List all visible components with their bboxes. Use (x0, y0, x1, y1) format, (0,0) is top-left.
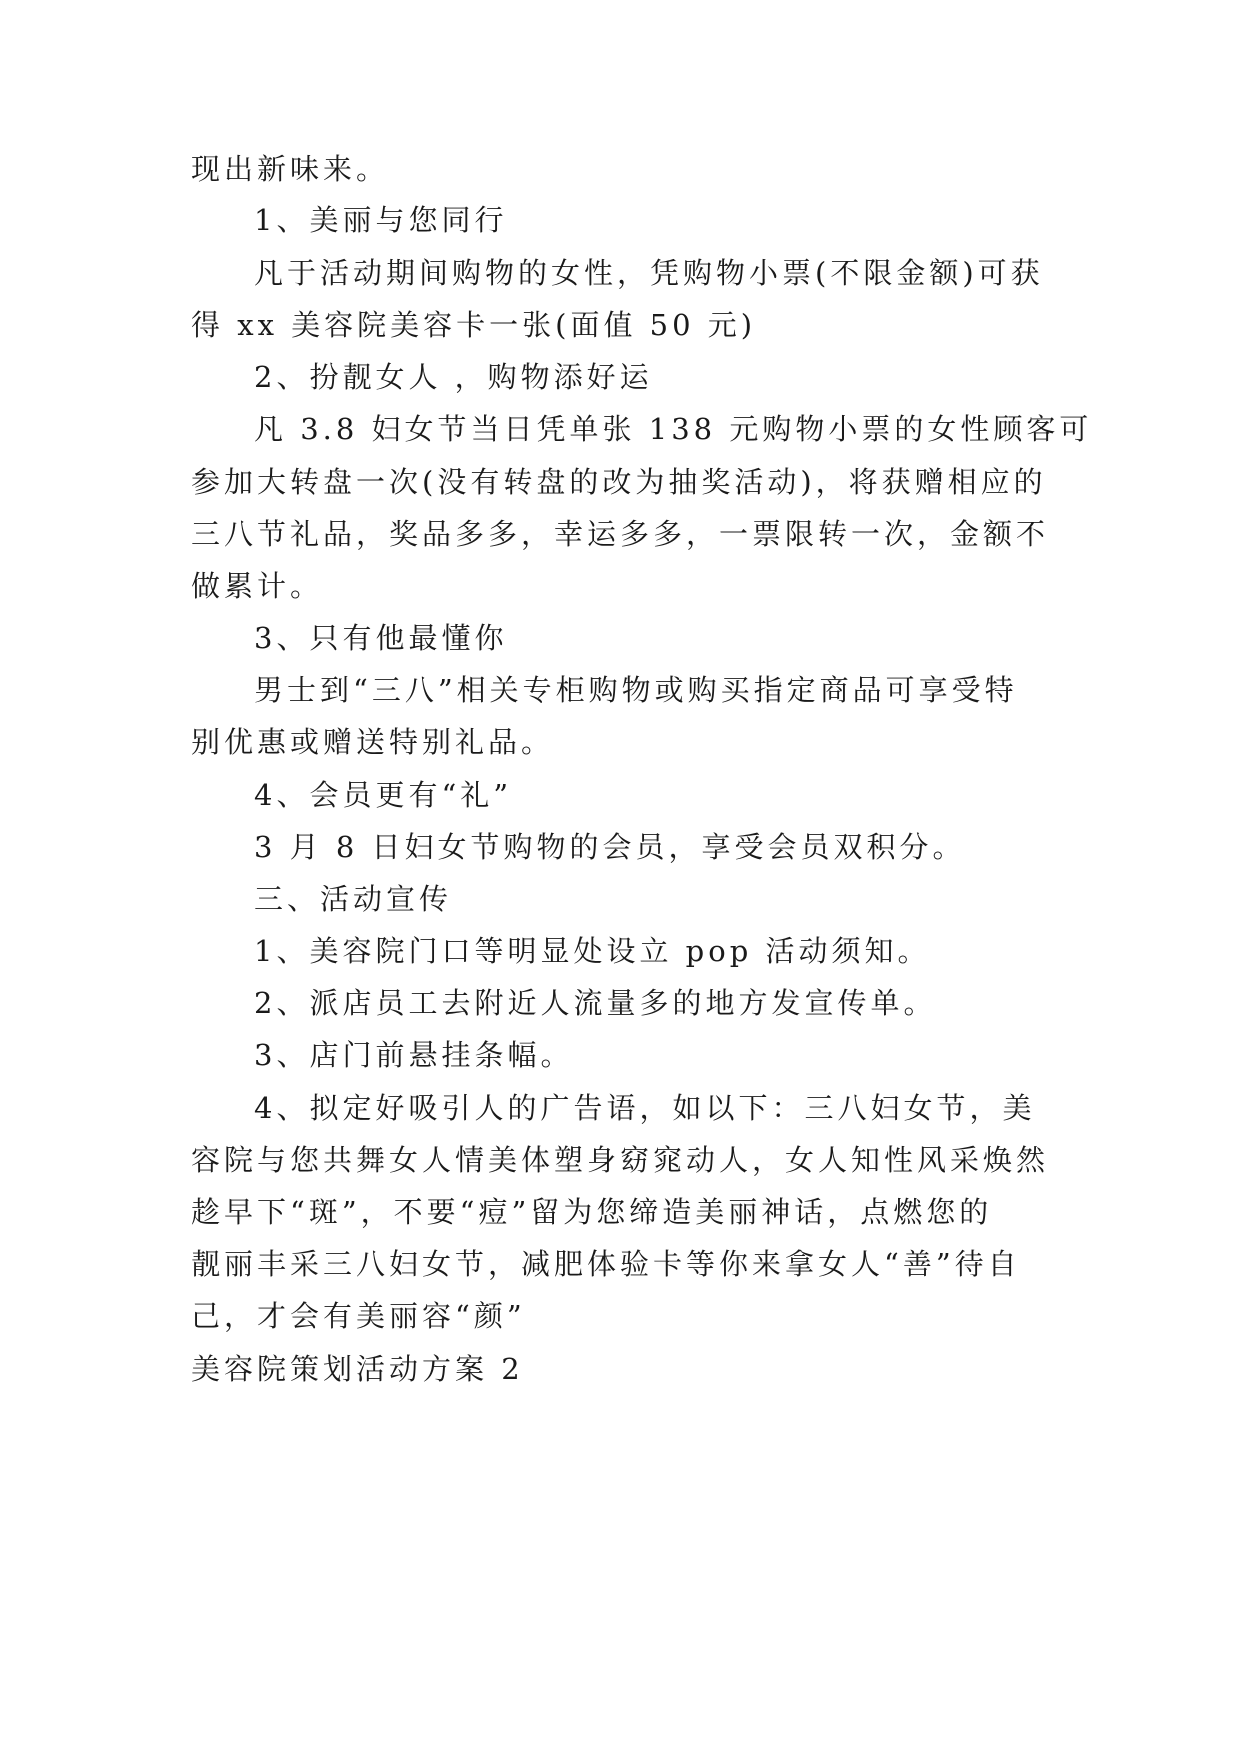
paragraph-line: 凡于活动期间购物的女性，凭购物小票(不限金额)可获 (254, 256, 1044, 290)
paragraph-line: 男士到“三八”相关专柜购物或购买指定商品可享受特 (254, 673, 1018, 707)
list-item: 1、美容院门口等明显处设立 pop 活动须知。 (254, 934, 931, 968)
list-item-heading: 1、美丽与您同行 (254, 203, 508, 237)
paragraph-line: 凡 3.8 妇女节当日凭单张 138 元购物小票的女性顾客可 (254, 412, 1093, 446)
paragraph-line: 得 xx 美容院美容卡一张(面值 50 元) (191, 308, 757, 342)
list-item-heading: 4、会员更有“礼” (254, 778, 513, 812)
paragraph-line: 趁早下“斑”，不要“痘”留为您缔造美丽神话，点燃您的 (191, 1195, 993, 1229)
list-item: 4、拟定好吸引人的广告语，如以下：三八妇女节，美 (254, 1091, 1036, 1125)
text-line: 现出新味来。 (191, 152, 390, 186)
list-item: 2、派店员工去附近人流量多的地方发宣传单。 (254, 986, 937, 1020)
paragraph-line: 做累计。 (191, 569, 324, 603)
document-title: 美容院策划活动方案 2 (191, 1352, 524, 1386)
paragraph-line: 己，才会有美丽容“颜” (191, 1299, 526, 1333)
paragraph-line: 别优惠或赠送特别礼品。 (191, 725, 555, 759)
paragraph-line: 参加大转盘一次(没有转盘的改为抽奖活动)，将获赠相应的 (191, 465, 1047, 499)
paragraph-line: 3 月 8 日妇女节购物的会员，享受会员双积分。 (254, 830, 966, 864)
paragraph-line: 靓丽丰采三八妇女节，减肥体验卡等你来拿女人“善”待自 (191, 1247, 1021, 1281)
list-item-heading: 3、只有他最懂你 (254, 621, 508, 655)
list-item: 3、店门前悬挂条幅。 (254, 1038, 574, 1072)
paragraph-line: 容院与您共舞女人情美体塑身窈窕动人，女人知性风采焕然 (191, 1143, 1050, 1177)
list-item-heading: 2、扮靓女人 ，购物添好运 (254, 360, 653, 394)
section-heading: 三、活动宣传 (254, 882, 453, 916)
paragraph-line: 三八节礼品，奖品多多，幸运多多，一票限转一次，金额不 (191, 517, 1050, 551)
